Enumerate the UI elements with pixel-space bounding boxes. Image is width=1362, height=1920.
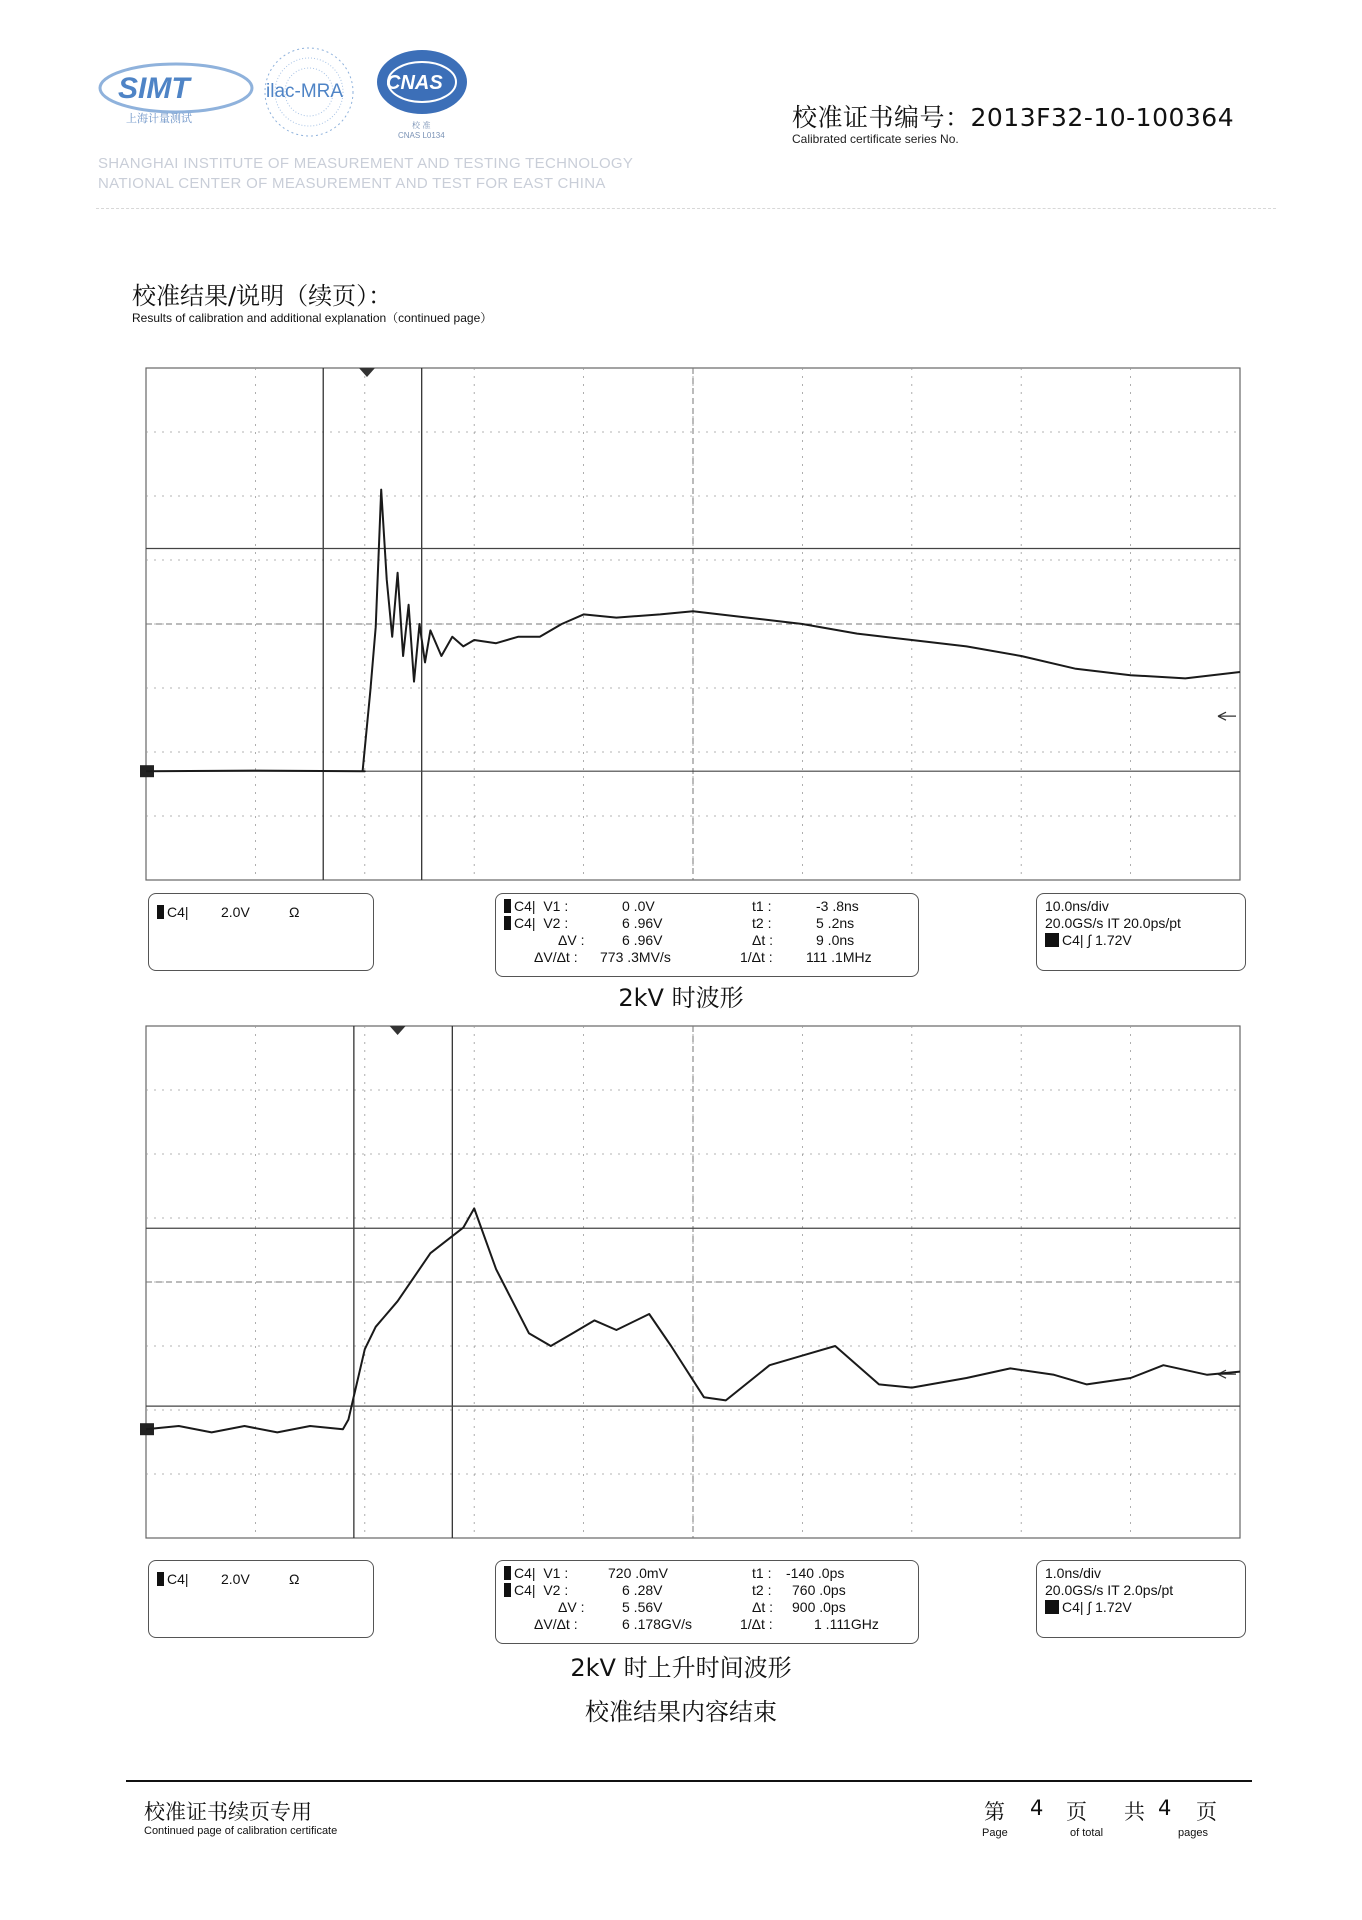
scope1-coupling: Ω	[289, 904, 300, 920]
scope2-coupling: Ω	[289, 1571, 300, 1587]
scope1-timebase-box	[1036, 893, 1246, 971]
scope1-t2-value: 5 .2ns	[816, 915, 855, 931]
scope1-t1-value: -3 .8ns	[816, 898, 859, 914]
scope2-v2-value: 6 .28V	[622, 1582, 663, 1598]
svg-text:SIMT: SIMT	[118, 72, 190, 105]
scope2-volts-per-div: 2.0V	[221, 1571, 250, 1587]
scope2-freq-label: 1/Δt :	[740, 1616, 773, 1632]
scope2-sample-rate: 20.0GS/s IT 2.0ps/pt	[1045, 1582, 1174, 1598]
svg-text:CNAS L0134: CNAS L0134	[398, 131, 445, 140]
scope2-channel-box	[148, 1560, 374, 1638]
footer-label: 校准证书续页专用	[144, 1800, 312, 1824]
ilac-mra-logo	[258, 42, 360, 142]
scope1-freq-value: 111 .1MHz	[806, 949, 872, 965]
scope1-dv-label: ΔV :	[558, 932, 585, 948]
scope2-measurement-box	[495, 1560, 919, 1644]
scope1-measurement-box	[495, 893, 919, 977]
total-label: 共	[1124, 1800, 1145, 1824]
scope1-t2-label: t2 :	[752, 915, 772, 931]
scope2-t2-value: 760 .0ps	[792, 1582, 846, 1598]
scope1-dt-label: Δt :	[752, 932, 774, 948]
page-label: 第	[984, 1800, 1005, 1824]
scope1-sample-rate: 20.0GS/s IT 20.0ps/pt	[1045, 915, 1181, 931]
scope1-dt-value: 9 .0ns	[816, 932, 855, 948]
page-label-en: Page	[982, 1827, 1008, 1839]
scope2-v1-label: C4| V1 :	[514, 1565, 569, 1581]
section-title: 校准结果/说明（续页）：	[132, 282, 393, 310]
of-total-label-en: of total	[1070, 1827, 1104, 1839]
scope1-t1-label: t1 :	[752, 898, 772, 914]
scope2-v2-label: C4| V2 :	[514, 1582, 569, 1598]
oscilloscope-screen-2kv-rise-time	[140, 1020, 1246, 1544]
total-pages: 4	[1158, 1796, 1172, 1820]
svg-text:ilac-MRA: ilac-MRA	[266, 81, 344, 102]
scope1-v2-label: C4| V2 :	[514, 915, 569, 931]
certificate-number-en: Calibrated certificate series No.	[792, 132, 959, 146]
scope1-slope-value: 773 .3MV/s	[600, 949, 671, 965]
scope2-timebase: 1.0ns/div	[1045, 1565, 1102, 1581]
scope2-dt-value: 900 .0ps	[792, 1599, 846, 1615]
scope1-v1-value: 0 .0V	[622, 898, 655, 914]
scope2-caption: 2kV 时上升时间波形	[570, 1654, 792, 1682]
scope2-channel: C4|	[157, 1571, 189, 1588]
oscilloscope-screen-2kv	[140, 362, 1246, 886]
scope1-freq-label: 1/Δt :	[740, 949, 773, 965]
footer-divider	[126, 1780, 1252, 1782]
svg-text:上海计量测试: 上海计量测试	[126, 112, 192, 125]
footer-label-en: Continued page of calibration certificate	[144, 1825, 338, 1837]
svg-text:校 准: 校 准	[412, 121, 431, 130]
scope1-channel: C4|	[157, 904, 189, 921]
scope1-v1-label: C4| V1 :	[514, 898, 569, 914]
cnas-logo	[372, 42, 472, 142]
scope2-slope-label: ΔV/Δt :	[534, 1616, 578, 1632]
scope2-timebase-box	[1036, 1560, 1246, 1638]
end-of-results-note: 校准结果内容结束	[585, 1698, 777, 1726]
section-title-en: Results of calibration and additional explanation（continued page）	[132, 311, 493, 325]
scope1-channel-box	[148, 893, 374, 971]
scope2-dt-label: Δt :	[752, 1599, 774, 1615]
scope1-trigger: C4| ∫ 1.72V	[1062, 932, 1132, 948]
pages-label-en: pages	[1178, 1827, 1208, 1839]
institute-line-2: NATIONAL CENTER OF MEASUREMENT AND TEST FOR EAST CHINA	[98, 175, 606, 192]
scope2-dv-value: 5 .56V	[622, 1599, 663, 1615]
simt-logo	[96, 54, 256, 128]
scope2-freq-value: 1 .111GHz	[814, 1616, 879, 1632]
institute-line-1: SHANGHAI INSTITUTE OF MEASUREMENT AND TESTING TECHNOLOGY	[98, 155, 634, 172]
scope2-t1-label: t1 :	[752, 1565, 772, 1581]
scope1-timebase: 10.0ns/div	[1045, 898, 1109, 914]
total-unit: 页	[1196, 1800, 1217, 1824]
institute-name	[98, 154, 633, 194]
scope2-trigger: C4| ∫ 1.72V	[1062, 1599, 1132, 1615]
certificate-number: 校准证书编号：2013F32-10-100364	[792, 103, 1235, 132]
scope2-t1-value: -140 .0ps	[786, 1565, 845, 1581]
header-divider	[96, 208, 1276, 209]
scope1-volts-per-div: 2.0V	[221, 904, 250, 920]
scope2-v1-value: 720 .0mV	[608, 1565, 668, 1581]
scope1-caption: 2kV 时波形	[618, 984, 744, 1012]
scope1-v2-value: 6 .96V	[622, 915, 663, 931]
page-number: 4	[1030, 1796, 1044, 1820]
page-unit: 页	[1066, 1800, 1087, 1824]
scope2-slope-value: 6 .178GV/s	[622, 1616, 693, 1632]
scope1-slope-label: ΔV/Δt :	[534, 949, 578, 965]
scope1-dv-value: 6 .96V	[622, 932, 663, 948]
scope2-t2-label: t2 :	[752, 1582, 772, 1598]
scope2-dv-label: ΔV :	[558, 1599, 585, 1615]
svg-text:CNAS: CNAS	[386, 72, 443, 94]
